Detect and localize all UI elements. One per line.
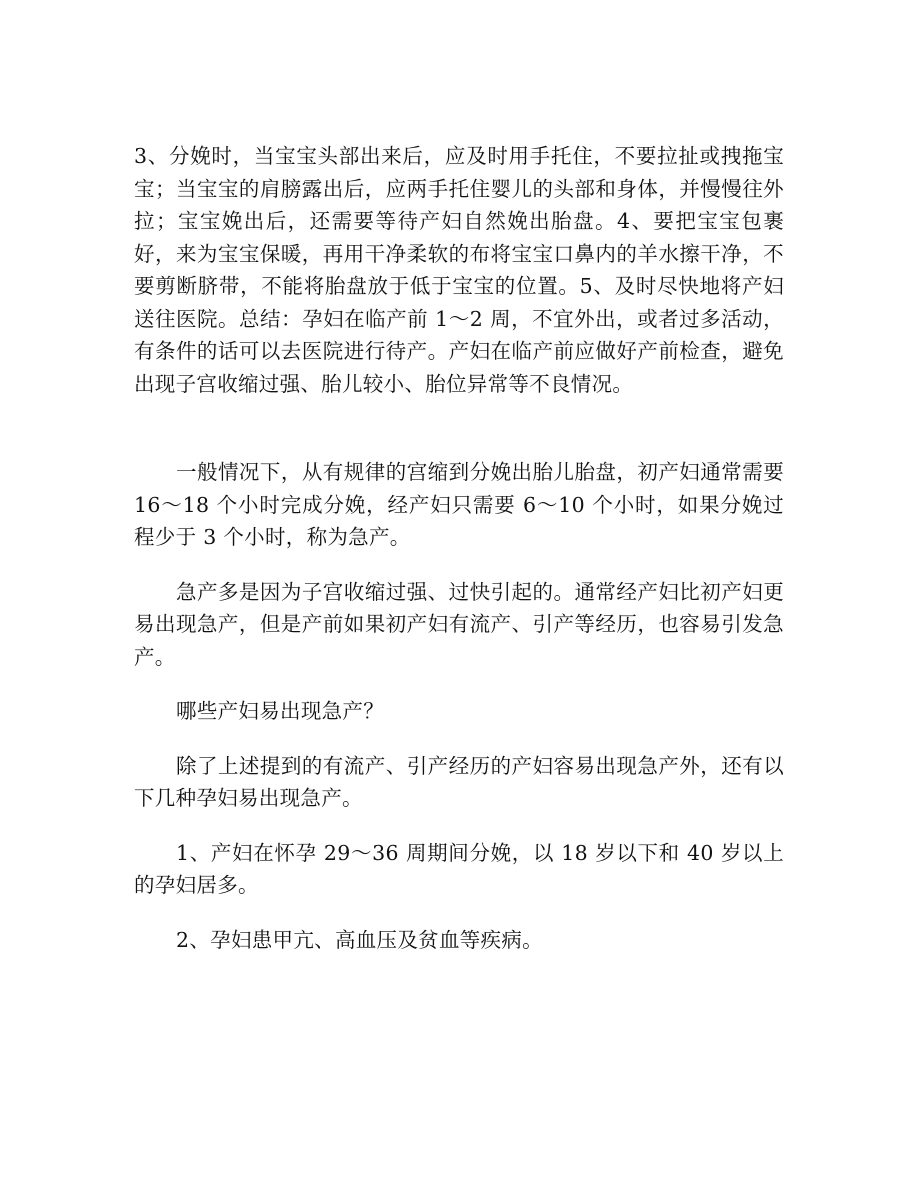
paragraph-risk-intro: 除了上述提到的有流产、引产经历的产妇容易出现急产外，还有以下几种孕妇易出现急产。 — [134, 753, 784, 810]
paragraph-labor-duration: 一般情况下，从有规律的宫缩到分娩出胎儿胎盘，初产妇通常需要 16～18 个小时完成分娩，经产妇只需要 6～10 个小时，如果分娩过程少于 3 个小时，称为急产。 — [134, 460, 784, 549]
paragraph-risk-item-1: 1、产妇在怀孕 29～36 周期间分娩，以 18 岁以下和 40 岁以上的孕妇居多。 — [134, 840, 784, 897]
paragraph-question-heading: 哪些产妇易出现急产？ — [176, 699, 385, 723]
document-body — [134, 140, 784, 956]
paragraph-risk-item-2: 2、孕妇患甲亢、高血压及贫血等疾病。 — [176, 927, 543, 952]
paragraph-precipitate-labor-cause: 急产多是因为子宫收缩过强、过快引起的。通常经产妇比初产妇更易出现急产，但是产前如果初产妇有流产、引产等经历，也容易引发急产。 — [134, 579, 784, 669]
paragraph-delivery-steps: 3、分娩时，当宝宝头部出来后，应及时用手托住，不要拉扯或拽拖宝宝；当宝宝的肩膀露出后，应两手托住婴儿的头部和身体，并慢慢往外拉；宝宝娩出后，还需要等待产妇自然娩出胎盘。4、要把宝宝包裹好，来为宝宝保暖，再用干净柔软的布将宝宝口鼻内的羊水擦干净，不要剪断脐带，不能将胎盘放于低于宝宝的位置。5、及时尽快地将产妇送往医院。总结：孕妇在临产前 1～2 周，不宜外出，或者过多活动，有条件的话可以去医院进行待产。产妇在临产前应做好产前检查，避免出现子宫收缩过强、胎儿较小、胎位异常等不良情况。 — [134, 144, 784, 396]
